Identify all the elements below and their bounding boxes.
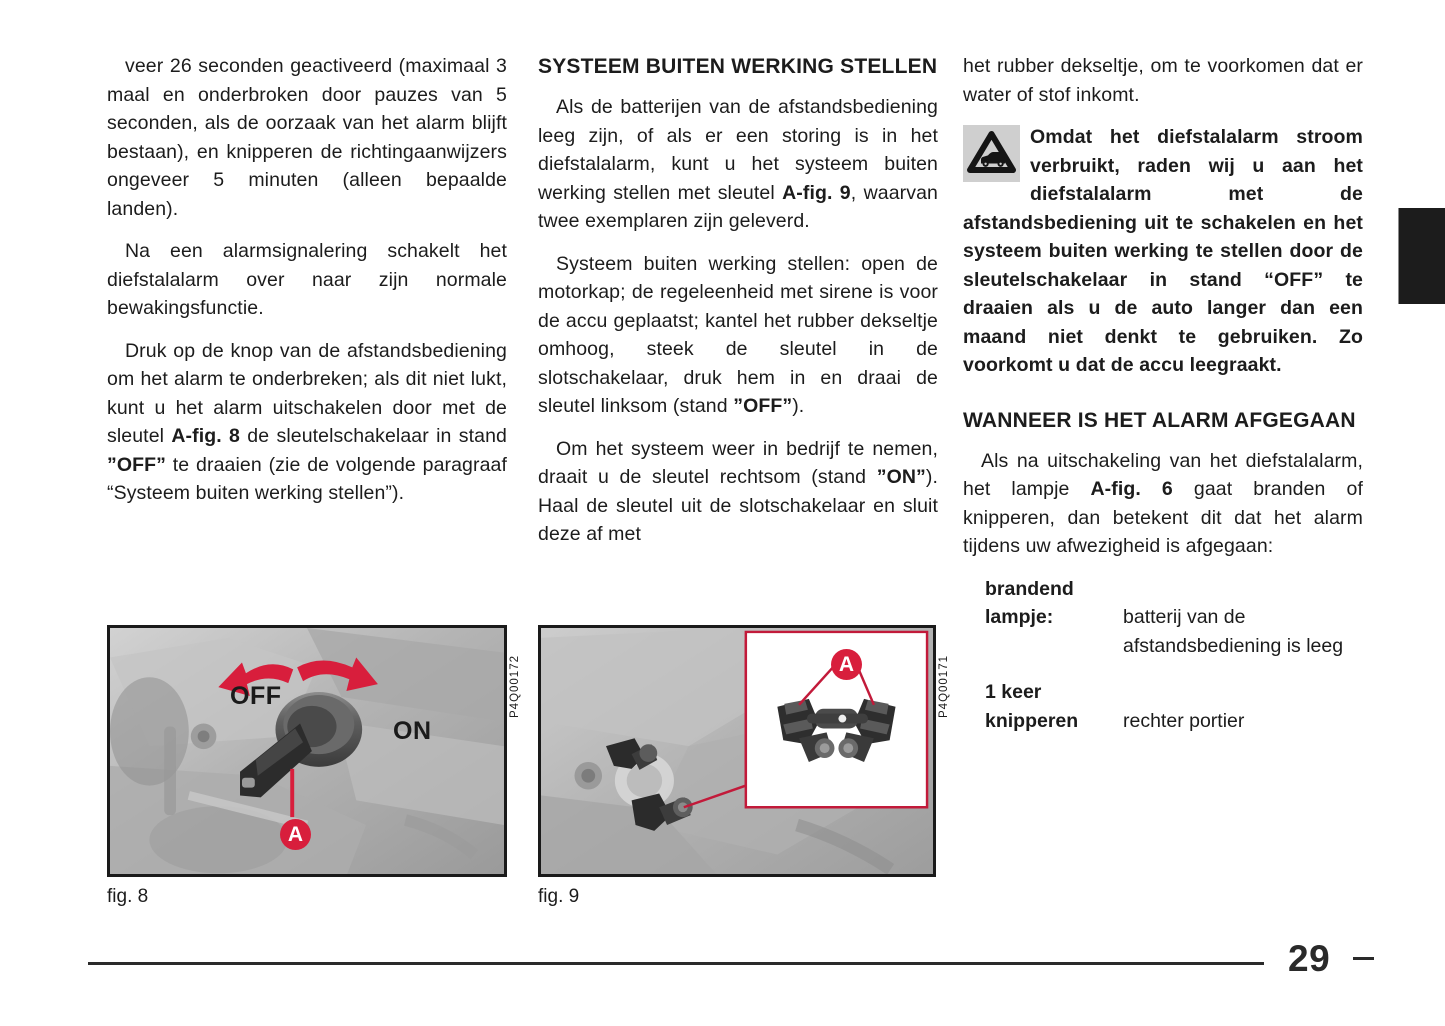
warning-car-triangle-icon: [963, 125, 1020, 182]
switch-position-on: ”ON”: [876, 466, 926, 488]
term-line-2: knipperen: [985, 709, 1079, 732]
text-run: te draaien (zie de volgende paragraaf “Systeem buiten werking stellen”).: [107, 453, 507, 504]
paragraph: [538, 93, 938, 236]
text-run: ).: [792, 395, 805, 417]
figure-9-callout-a: A: [831, 649, 862, 680]
text-run: , waarvan twee exemplaren zijn geleverd.: [538, 181, 938, 232]
figure-9-caption: fig. 9: [538, 886, 580, 907]
paragraph: [963, 447, 1363, 561]
text-run: Als de batterijen van de afstandsbediening leeg zijn, of als er een storing is in het diefstalalarm, kunt u het systeem buiten werking stellen met sleutel: [538, 96, 938, 204]
definition-description: rechter portier: [1123, 709, 1245, 732]
section-heading-systeem-buiten-werking-stellen: SYSTEEM BUITEN WERKING STELLEN: [538, 55, 938, 78]
figure-8: [107, 625, 507, 908]
list-item: [963, 575, 1363, 661]
text-run: Systeem buiten werking stellen: open de motorkap; de regeleenheid met sirene is voor de accu geplaatst; kantel het rubber dekseltje omhoog, steek de sleutel in de slotschakelaar, druk hem in en draai de sleutel linksom (stand: [538, 252, 938, 417]
warning-text: Omdat het diefstalalarm stroom verbruikt, raden wij u aan het diefstalalarm met de afstandsbediening uit te schakelen en het systeem buiten werking te stellen door de sleutelschakelaar in stand “OFF” te draaien als u de auto langer dan een maand niet denkt te gebruiken. Zo voorkomt u dat de accu leegraakt.: [963, 126, 1363, 376]
definition-description: batterij van de afstandsbediening is leeg: [1123, 606, 1344, 657]
figure-9-code: P4Q00171: [938, 655, 950, 718]
figure-8-label-off: OFF: [230, 682, 282, 710]
figure-9-image: [538, 625, 936, 877]
figure-8-label-on: ON: [393, 717, 432, 745]
text-run: Druk op de knop van de afstandsbediening om het alarm te onderbreken; als dit niet lukt, kunt u het alarm uitschakelen door met de sleutel: [107, 339, 507, 447]
section-heading-wanneer-is-het-alarm-afgegaan: WANNEER IS HET ALARM AFGEGAAN: [963, 408, 1356, 432]
text-column-2: [538, 52, 938, 563]
text-column-1: [107, 52, 507, 522]
text-run: Als na uitschakeling van het diefstalalarm, het lampje: [963, 449, 1363, 500]
figure-reference: A-fig. 9: [782, 181, 851, 204]
figure-9: [538, 625, 936, 908]
switch-position-off: ”OFF”: [733, 395, 793, 417]
alarm-indication-list: [963, 575, 1363, 736]
paragraph: [538, 435, 938, 549]
switch-position-off: ”OFF”: [107, 453, 166, 476]
definition-term: [963, 575, 1123, 632]
figure-8-callout-a: A: [280, 819, 311, 850]
term-line-1: 1 keer: [985, 681, 1042, 703]
term-line-2: lampje:: [985, 606, 1054, 628]
text-run: Om het systeem weer in bedrijf te nemen, draait u de sleutel rechtsom (stand: [538, 437, 938, 488]
text-run: ). Haal de sleutel uit de slotschakelaar en sluit deze af met: [538, 466, 938, 545]
footer-rule: [88, 962, 1264, 965]
figure-9-inset: [541, 628, 933, 876]
paragraph: [538, 250, 938, 421]
figure-reference: A-fig. 8: [171, 425, 241, 447]
paragraph: Na een alarmsignalering schakelt het diefstalalarm over naar zijn normale bewakingsfunctie.: [107, 240, 507, 319]
list-item: [963, 678, 1363, 735]
text-column-3: [963, 52, 1363, 753]
paragraph: het rubber dekseltje, om te voorkomen dat er water of stof inkomt.: [963, 55, 1363, 106]
page-number: 29: [1288, 938, 1331, 979]
text-run: gaat branden of knipperen, dan betekent dit dat het alarm tijdens uw afwezigheid is afgegaan:: [963, 478, 1363, 557]
paragraph: [107, 337, 507, 508]
figure-8-code: P4Q00172: [509, 655, 521, 718]
warning-notice: [963, 123, 1363, 380]
paragraph: veer 26 seconden geactiveerd (maximaal 3 maal en onderbroken door pauzes van 5 seconden, als de oorzaak van het alarm blijft bestaan), en knipperen de richtingaanwijzers ongeveer 5 minuten (alleen bepaalde landen).: [107, 55, 507, 220]
figure-8-caption: fig. 8: [107, 886, 149, 907]
definition-term: [963, 678, 1123, 735]
term-line-1: brandend: [985, 577, 1074, 600]
chapter-thumb-tab: [1398, 208, 1445, 304]
text-run: de sleutelschakelaar in stand: [240, 425, 507, 447]
figure-8-image: [107, 625, 507, 877]
figure-reference: A-fig. 6: [1090, 478, 1173, 500]
page-number-dash: [1353, 957, 1374, 960]
